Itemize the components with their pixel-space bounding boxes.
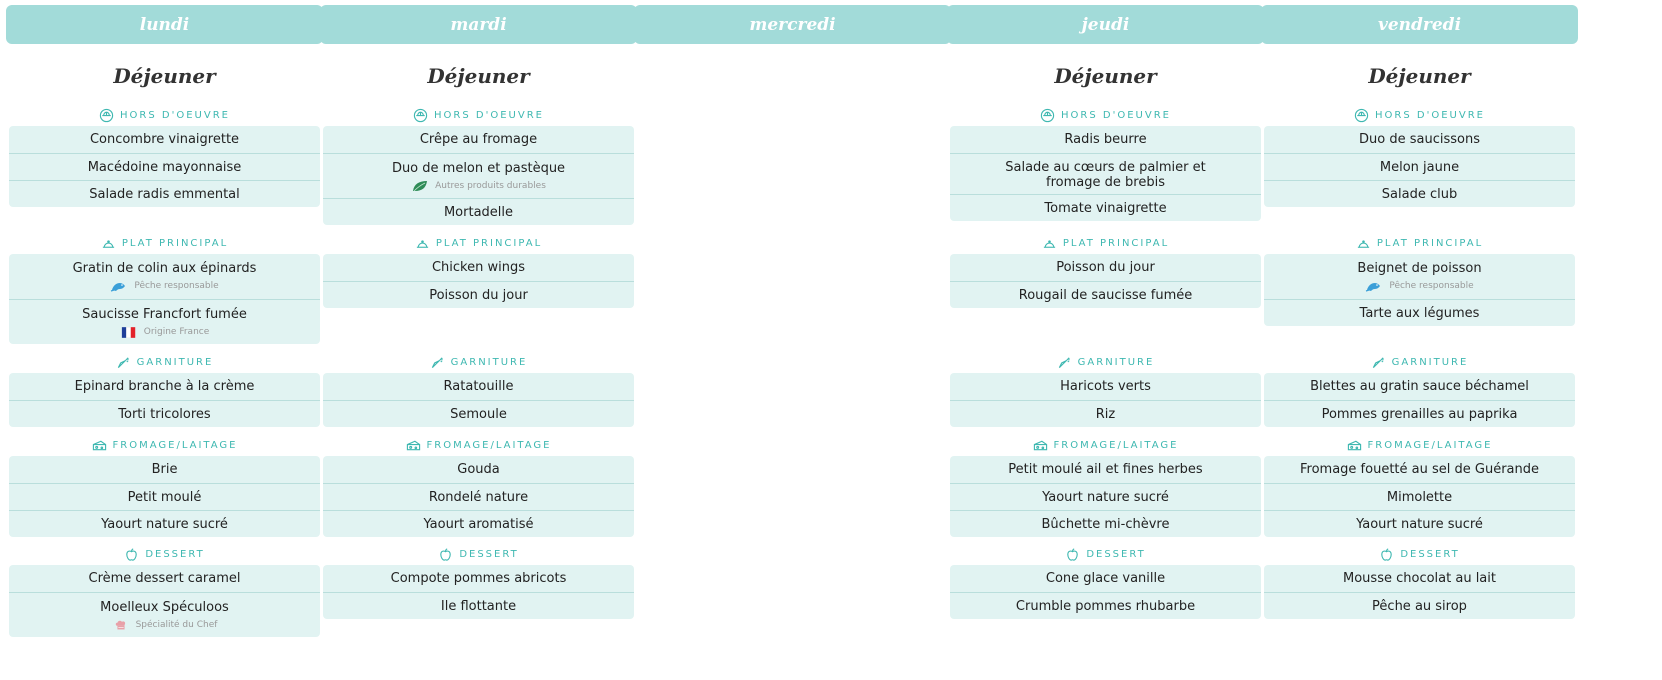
label-badge xyxy=(9,618,320,632)
fish-icon xyxy=(110,279,128,293)
menu-category xyxy=(1261,107,1578,202)
label-text: Origine France xyxy=(143,327,210,337)
menu-item[interactable] xyxy=(323,254,634,281)
day-column xyxy=(634,0,951,680)
category-header xyxy=(947,437,1264,453)
menu-item-name: Mousse chocolat au lait xyxy=(1343,571,1496,586)
menu-card xyxy=(323,565,634,619)
menu-category xyxy=(947,437,1264,532)
menu-item-name: Torti tricolores xyxy=(118,407,211,422)
tab-mardi[interactable]: mardi xyxy=(320,5,637,44)
menu-item-name: Duo de saucissons xyxy=(1359,132,1480,147)
menu-item[interactable] xyxy=(950,126,1261,153)
leaf-icon xyxy=(411,179,429,193)
menu-item[interactable] xyxy=(323,565,634,592)
tab-jeudi[interactable]: jeudi xyxy=(947,5,1264,44)
category-label: HORS D'OEUVRE xyxy=(120,109,230,121)
menu-category xyxy=(947,354,1264,422)
category-header xyxy=(320,437,637,453)
menu-item[interactable] xyxy=(1264,456,1575,483)
chef-hat-icon xyxy=(112,618,130,632)
cloche-icon xyxy=(101,236,116,251)
category-label: DESSERT xyxy=(1086,548,1146,560)
menu-item[interactable] xyxy=(1264,510,1575,537)
menu-card xyxy=(950,254,1261,308)
category-header xyxy=(6,235,323,251)
meal-title: Déjeuner xyxy=(1054,64,1157,88)
category-label: GARNITURE xyxy=(1077,356,1155,368)
menu-item-name: Salade radis emmental xyxy=(89,187,240,202)
menu-item[interactable] xyxy=(9,510,320,537)
label-badge xyxy=(1264,279,1575,293)
category-label: DESSERT xyxy=(1400,548,1460,560)
category-header xyxy=(6,354,323,370)
menu-card xyxy=(9,373,320,427)
cheese-icon xyxy=(92,438,107,453)
menu-item[interactable] xyxy=(9,400,320,427)
menu-item-name: Salade au cœurs de palmier et fromage de brebis xyxy=(1005,160,1206,190)
menu-item-name: Yaourt nature sucré xyxy=(101,517,228,532)
menu-item[interactable] xyxy=(1264,373,1575,400)
menu-item[interactable] xyxy=(1264,400,1575,427)
menu-item[interactable] xyxy=(1264,180,1575,207)
menu-item[interactable] xyxy=(950,153,1261,194)
menu-item-name: Chicken wings xyxy=(431,260,526,275)
label-text: Spécialité du Chef xyxy=(135,620,218,630)
category-header xyxy=(1261,107,1578,123)
category-header xyxy=(320,354,637,370)
menu-item-name: Mimolette xyxy=(1386,490,1453,505)
carrot-icon xyxy=(1371,355,1386,370)
category-header xyxy=(6,107,323,123)
menu-item[interactable] xyxy=(9,373,320,400)
menu-item-name: Semoule xyxy=(450,407,507,422)
category-label: FROMAGE/LAITAGE xyxy=(426,439,552,451)
day-column xyxy=(320,0,637,680)
category-label: FROMAGE/LAITAGE xyxy=(1053,439,1179,451)
menu-item-name: Radis beurre xyxy=(1064,132,1147,147)
label-text: Pêche responsable xyxy=(1389,281,1474,291)
menu-item-name: Petit moulé xyxy=(127,490,202,505)
category-label: HORS D'OEUVRE xyxy=(1061,109,1171,121)
category-header xyxy=(320,107,637,123)
label-badge xyxy=(323,179,634,193)
menu-item-name: Melon jaune xyxy=(1379,160,1460,175)
category-label: PLAT PRINCIPAL xyxy=(435,237,543,249)
menu-item-name: Macédoine mayonnaise xyxy=(87,160,242,175)
menu-item-name: Moelleux Spéculoos xyxy=(100,600,229,615)
cheese-icon xyxy=(1347,438,1362,453)
menu-card xyxy=(9,456,320,537)
category-header xyxy=(6,437,323,453)
label-text: Pêche responsable xyxy=(134,281,219,291)
label-badge xyxy=(9,279,320,293)
day-column xyxy=(1261,0,1578,680)
category-label: DESSERT xyxy=(459,548,519,560)
france-flag-icon xyxy=(120,325,138,339)
cheese-icon xyxy=(1033,438,1048,453)
salad-bowl-icon xyxy=(1354,108,1369,123)
menu-card xyxy=(9,254,320,344)
menu-category xyxy=(320,235,637,303)
menu-item-name: Yaourt nature sucré xyxy=(1356,517,1483,532)
meal-title: Déjeuner xyxy=(113,64,216,88)
menu-card xyxy=(323,126,634,225)
category-header xyxy=(947,354,1264,370)
carrot-icon xyxy=(1057,355,1072,370)
tab-vendredi[interactable]: vendredi xyxy=(1261,5,1578,44)
menu-item-name: Fromage fouetté au sel de Guérande xyxy=(1300,462,1539,477)
menu-item-name: Petit moulé ail et fines herbes xyxy=(1008,462,1203,477)
category-header xyxy=(320,546,637,562)
menu-card xyxy=(950,126,1261,221)
menu-item[interactable] xyxy=(323,373,634,400)
menu-card xyxy=(950,456,1261,537)
cloche-icon xyxy=(1042,236,1057,251)
category-header xyxy=(947,235,1264,251)
category-header xyxy=(1261,437,1578,453)
category-header xyxy=(947,107,1264,123)
menu-item[interactable] xyxy=(950,592,1261,619)
menu-category xyxy=(1261,235,1578,321)
apple-icon xyxy=(1065,547,1080,562)
menu-category xyxy=(320,546,637,614)
menu-item[interactable] xyxy=(323,592,634,619)
menu-category xyxy=(1261,354,1578,422)
menu-category xyxy=(6,235,323,337)
carrot-icon xyxy=(116,355,131,370)
menu-category xyxy=(947,107,1264,216)
menu-category xyxy=(6,354,323,422)
menu-item-name: Crumble pommes rhubarbe xyxy=(1015,599,1196,614)
menu-item-name: Brie xyxy=(151,462,178,477)
menu-item[interactable] xyxy=(9,299,320,344)
menu-card xyxy=(950,565,1261,619)
menu-item-name: Beignet de poisson xyxy=(1357,261,1482,276)
menu-item-name: Blettes au gratin sauce béchamel xyxy=(1310,379,1529,394)
menu-category xyxy=(6,107,323,202)
category-label: DESSERT xyxy=(145,548,205,560)
menu-item[interactable] xyxy=(323,126,634,153)
menu-item-name: Ratatouille xyxy=(443,379,514,394)
menu-item-name: Concombre vinaigrette xyxy=(89,132,240,147)
menu-item[interactable] xyxy=(9,592,320,637)
category-header xyxy=(1261,546,1578,562)
category-label: GARNITURE xyxy=(450,356,528,368)
menu-item[interactable] xyxy=(9,456,320,483)
salad-bowl-icon xyxy=(413,108,428,123)
menu-item-name: Epinard branche à la crème xyxy=(74,379,255,394)
category-header xyxy=(1261,354,1578,370)
menu-item[interactable] xyxy=(9,483,320,510)
menu-item-name: Crème dessert caramel xyxy=(88,571,241,586)
menu-item[interactable] xyxy=(1264,565,1575,592)
menu-item[interactable] xyxy=(9,180,320,207)
menu-item[interactable] xyxy=(950,510,1261,537)
menu-item[interactable] xyxy=(9,153,320,180)
menu-item-name: Haricots verts xyxy=(1060,379,1151,394)
category-label: PLAT PRINCIPAL xyxy=(121,237,229,249)
category-header xyxy=(1261,235,1578,251)
salad-bowl-icon xyxy=(1040,108,1055,123)
menu-item[interactable] xyxy=(9,126,320,153)
menu-item[interactable] xyxy=(323,198,634,225)
menu-item[interactable] xyxy=(950,483,1261,510)
menu-card xyxy=(1264,126,1575,207)
menu-card xyxy=(9,126,320,207)
menu-category xyxy=(1261,546,1578,614)
menu-item-name: Ile flottante xyxy=(440,599,517,614)
menu-category xyxy=(947,546,1264,614)
menu-item[interactable] xyxy=(323,456,634,483)
menu-item[interactable] xyxy=(950,400,1261,427)
menu-category xyxy=(320,437,637,532)
menu-item-name: Rougail de saucisse fumée xyxy=(1018,288,1193,303)
menu-item-name: Compote pommes abricots xyxy=(390,571,567,586)
menu-card xyxy=(323,456,634,537)
cloche-icon xyxy=(1356,236,1371,251)
menu-category xyxy=(320,354,637,422)
meal-title: Déjeuner xyxy=(427,64,530,88)
menu-item-name: Tarte aux légumes xyxy=(1359,306,1480,321)
apple-icon xyxy=(438,547,453,562)
menu-card xyxy=(1264,565,1575,619)
menu-item-name: Mortadelle xyxy=(443,205,514,220)
menu-item[interactable] xyxy=(323,400,634,427)
menu-category xyxy=(1261,437,1578,532)
tab-lundi[interactable]: lundi xyxy=(6,5,323,44)
apple-icon xyxy=(124,547,139,562)
menu-item-name: Gouda xyxy=(457,462,500,477)
menu-item[interactable] xyxy=(950,373,1261,400)
menu-item[interactable] xyxy=(9,254,320,299)
menu-item-name: Yaourt aromatisé xyxy=(423,517,534,532)
menu-category xyxy=(947,235,1264,303)
menu-item[interactable] xyxy=(323,281,634,308)
category-label: GARNITURE xyxy=(1391,356,1469,368)
fish-icon xyxy=(1365,279,1383,293)
category-header xyxy=(320,235,637,251)
menu-item[interactable] xyxy=(1264,483,1575,510)
menu-item[interactable] xyxy=(323,510,634,537)
menu-item-name: Cone glace vanille xyxy=(1045,571,1166,586)
menu-item-name: Pêche au sirop xyxy=(1372,599,1467,614)
menu-item[interactable] xyxy=(323,483,634,510)
category-label: PLAT PRINCIPAL xyxy=(1062,237,1170,249)
menu-item-name: Salade club xyxy=(1381,187,1458,202)
menu-item-name: Poisson du jour xyxy=(1056,260,1155,275)
category-header xyxy=(947,546,1264,562)
category-label: PLAT PRINCIPAL xyxy=(1376,237,1484,249)
menu-item-name: Rondelé nature xyxy=(428,490,529,505)
carrot-icon xyxy=(430,355,445,370)
cheese-icon xyxy=(406,438,421,453)
menu-card xyxy=(1264,456,1575,537)
menu-item[interactable] xyxy=(1264,153,1575,180)
menu-card xyxy=(323,254,634,308)
menu-card xyxy=(323,373,634,427)
menu-card xyxy=(1264,373,1575,427)
menu-category xyxy=(6,437,323,532)
category-header xyxy=(6,546,323,562)
menu-item[interactable] xyxy=(323,153,634,198)
menu-item[interactable] xyxy=(1264,254,1575,299)
menu-item[interactable] xyxy=(1264,299,1575,326)
day-column xyxy=(947,0,1264,680)
menu-card xyxy=(1264,254,1575,326)
tab-mercredi[interactable]: mercredi xyxy=(634,5,951,44)
meal-title: Déjeuner xyxy=(1368,64,1471,88)
menu-item-name: Poisson du jour xyxy=(429,288,528,303)
label-badge xyxy=(9,325,320,339)
menu-item-name: Tomate vinaigrette xyxy=(1044,201,1167,216)
category-label: HORS D'OEUVRE xyxy=(1375,109,1485,121)
menu-item[interactable] xyxy=(950,194,1261,221)
menu-item-name: Crêpe au fromage xyxy=(419,132,538,147)
label-text: Autres produits durables xyxy=(435,181,546,191)
day-column xyxy=(6,0,323,680)
menu-item-name: Gratin de colin aux épinards xyxy=(72,261,257,276)
category-label: FROMAGE/LAITAGE xyxy=(1367,439,1493,451)
menu-item-name: Yaourt nature sucré xyxy=(1042,490,1169,505)
menu-item-name: Bûchette mi-chèvre xyxy=(1041,517,1170,532)
menu-item[interactable] xyxy=(950,565,1261,592)
menu-item[interactable] xyxy=(1264,126,1575,153)
category-label: GARNITURE xyxy=(136,356,214,368)
apple-icon xyxy=(1379,547,1394,562)
menu-item[interactable] xyxy=(950,281,1261,308)
menu-item-name: Saucisse Francfort fumée xyxy=(82,307,247,322)
menu-item[interactable] xyxy=(950,254,1261,281)
menu-item[interactable] xyxy=(9,565,320,592)
category-label: FROMAGE/LAITAGE xyxy=(112,439,238,451)
menu-card xyxy=(9,565,320,637)
menu-item-name: Duo de melon et pastèque xyxy=(391,161,566,176)
menu-card xyxy=(950,373,1261,427)
menu-item-name: Riz xyxy=(1095,407,1116,422)
menu-item-name: Pommes grenailles au paprika xyxy=(1321,407,1518,422)
category-label: HORS D'OEUVRE xyxy=(434,109,544,121)
menu-item[interactable] xyxy=(1264,592,1575,619)
menu-category xyxy=(320,107,637,220)
cloche-icon xyxy=(415,236,430,251)
salad-bowl-icon xyxy=(99,108,114,123)
menu-category xyxy=(6,546,323,630)
menu-item[interactable] xyxy=(950,456,1261,483)
